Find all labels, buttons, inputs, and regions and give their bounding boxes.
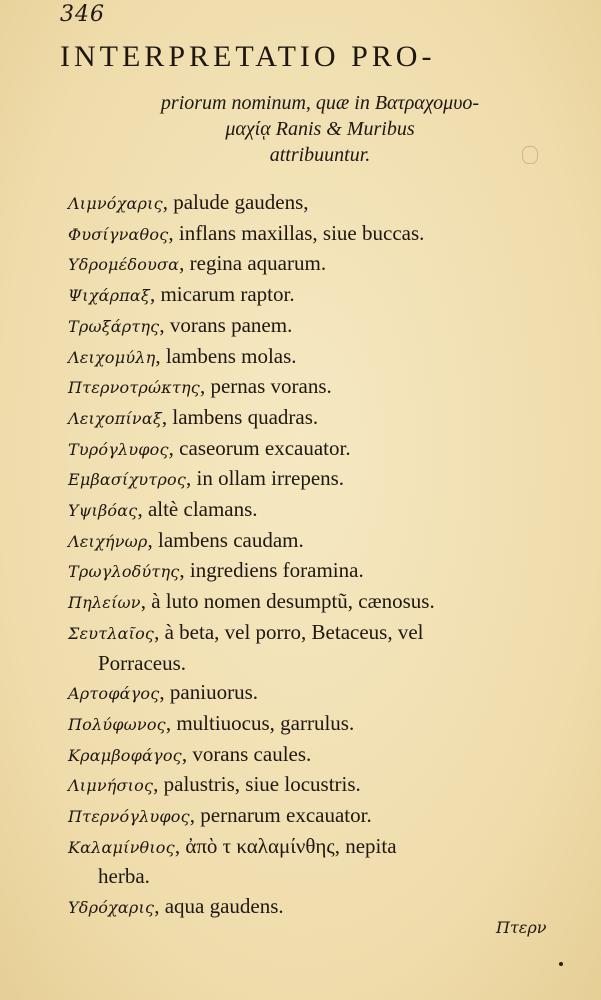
- glossary-entry: Τρωξάρτης, vorans panem.: [68, 312, 293, 337]
- glossary-entry: Υδρόχαρις, aqua gaudens.: [68, 894, 284, 919]
- glossary-entry: Τυρόγλυφος, caseorum excauator.: [68, 435, 351, 460]
- subheading-line: attribuuntur.: [269, 144, 371, 166]
- greek-name: Τρωξάρτης: [68, 316, 160, 336]
- latin-gloss: paniuorus.: [169, 680, 258, 705]
- latin-gloss: in ollam irrepens.: [196, 466, 345, 491]
- greek-name: Εμβασίχυτρος: [68, 470, 187, 490]
- greek-name: Λειχομύλη: [68, 347, 156, 367]
- paper-stain: [522, 146, 538, 164]
- latin-gloss: inflans maxillas, siue buccas.: [178, 220, 425, 245]
- glossary-entry: Αρτοφάγος, paniuorus.: [68, 680, 258, 705]
- latin-gloss: vorans panem.: [169, 312, 293, 337]
- greek-name: Σευτλαῖος: [68, 623, 155, 643]
- latin-gloss: lambens caudam.: [157, 527, 304, 552]
- greek-name: Πηλείων: [68, 593, 141, 613]
- greek-name: Αρτοφάγος: [68, 684, 160, 704]
- latin-gloss: altè clamans.: [147, 497, 258, 522]
- greek-name: Υψιβόας: [68, 501, 138, 521]
- page-number: 346: [60, 2, 105, 27]
- latin-gloss-continuation: Porraceus.: [98, 650, 187, 675]
- latin-gloss: vorans caules.: [192, 741, 312, 766]
- latin-gloss: ἀπὸ τ καλαμίνθης, nepita: [185, 833, 397, 858]
- greek-name: Τυρόγλυφος: [68, 439, 169, 459]
- glossary-entry: Πτερνοτρώκτης, pernas vorans.: [68, 374, 332, 399]
- catchword: Πτερν: [496, 918, 547, 937]
- name-glossary-list: [68, 188, 578, 923]
- glossary-entry: Υψιβόας, altè clamans.: [68, 497, 258, 522]
- greek-name: Φυσίγναθος: [68, 224, 169, 244]
- glossary-entry: Λειχομύλη, lambens molas.: [68, 343, 297, 368]
- glossary-entry: Εμβασίχυτρος, in ollam irrepens.: [68, 466, 345, 491]
- latin-gloss: regina aquarum.: [189, 251, 327, 276]
- page-subheading: [60, 90, 580, 168]
- subheading-line: μαχίᾳ Ranis & Muribus: [225, 118, 415, 140]
- greek-name: Υδρόχαρις: [68, 898, 155, 918]
- greek-name: Πτερνοτρώκτης: [68, 378, 200, 398]
- latin-gloss: pernarum excauator.: [200, 803, 372, 828]
- glossary-entry: Λειχήνωρ, lambens caudam.: [68, 527, 304, 552]
- glossary-entry: Υδρομέδουσα, regina aquarum.: [68, 251, 327, 276]
- glossary-entry: Λειχοπίναξ, lambens quadras.: [68, 404, 319, 429]
- greek-name: Τρωγλοδύτης: [68, 562, 180, 582]
- greek-name: Κραμβοφάγος: [68, 745, 182, 765]
- greek-name: Λειχοπίναξ: [68, 408, 162, 428]
- greek-name: Πολύφωνος: [68, 714, 166, 734]
- glossary-entry: Πηλείων, à luto nomen desumptũ, cænosus.: [68, 589, 435, 614]
- latin-gloss: micarum raptor.: [160, 282, 295, 307]
- latin-gloss: lambens molas.: [165, 343, 297, 368]
- glossary-entry: Λιμνόχαρις, palude gaudens,: [68, 190, 309, 214]
- latin-gloss: multiuocus, garrulus.: [176, 710, 355, 735]
- glossary-entry: Καλαμίνθιος, ἀπὸ τ καλαμίνθης, nepita herba.: [68, 832, 578, 892]
- greek-name: Λειχήνωρ: [68, 531, 148, 551]
- greek-name: Καλαμίνθιος: [68, 837, 175, 857]
- glossary-entry: Σευτλαῖος, à beta, vel porro, Betaceus, vel Porraceus.: [68, 618, 578, 678]
- latin-gloss: palude gaudens,: [173, 190, 309, 214]
- greek-name: Ψιχάρπαξ: [68, 286, 150, 306]
- subheading-line: priorum nominum, quæ in Βατραχομυο-: [160, 92, 480, 114]
- latin-gloss: pernas vorans.: [210, 374, 332, 399]
- latin-gloss: palustris, siue locustris.: [163, 772, 361, 797]
- glossary-entry: Πολύφωνος, multiuocus, garrulus.: [68, 710, 355, 735]
- greek-name: Πτερνόγλυφος: [68, 807, 190, 827]
- greek-name: Υδρομέδουσα: [68, 255, 180, 275]
- latin-gloss: aqua gaudens.: [164, 894, 284, 919]
- glossary-entry: Τρωγλοδύτης, ingrediens foramina.: [68, 558, 364, 583]
- glossary-entry: Πτερνόγλυφος, pernarum excauator.: [68, 803, 372, 828]
- glossary-entry: Λιμνήσιος, palustris, siue locustris.: [68, 772, 361, 797]
- latin-gloss: ingrediens foramina.: [189, 558, 364, 583]
- latin-gloss: lambens quadras.: [172, 404, 319, 429]
- glossary-entry: Κραμβοφάγος, vorans caules.: [68, 741, 312, 766]
- glossary-entry: Ψιχάρπαξ, micarum raptor.: [68, 282, 295, 307]
- greek-name: Λιμνήσιος: [68, 776, 154, 796]
- latin-gloss: caseorum excauator.: [179, 435, 351, 460]
- latin-gloss-continuation: herba.: [98, 864, 150, 889]
- latin-gloss: à luto nomen desumptũ, cænosus.: [151, 589, 435, 614]
- latin-gloss: à beta, vel porro, Betaceus, vel: [164, 619, 424, 644]
- greek-name: Λιμνόχαρις: [68, 194, 163, 213]
- page-heading: INTERPRETATIO PRO-: [60, 40, 436, 73]
- ink-speck: [559, 962, 563, 966]
- glossary-entry: Φυσίγναθος, inflans maxillas, siue buccas.: [68, 220, 425, 245]
